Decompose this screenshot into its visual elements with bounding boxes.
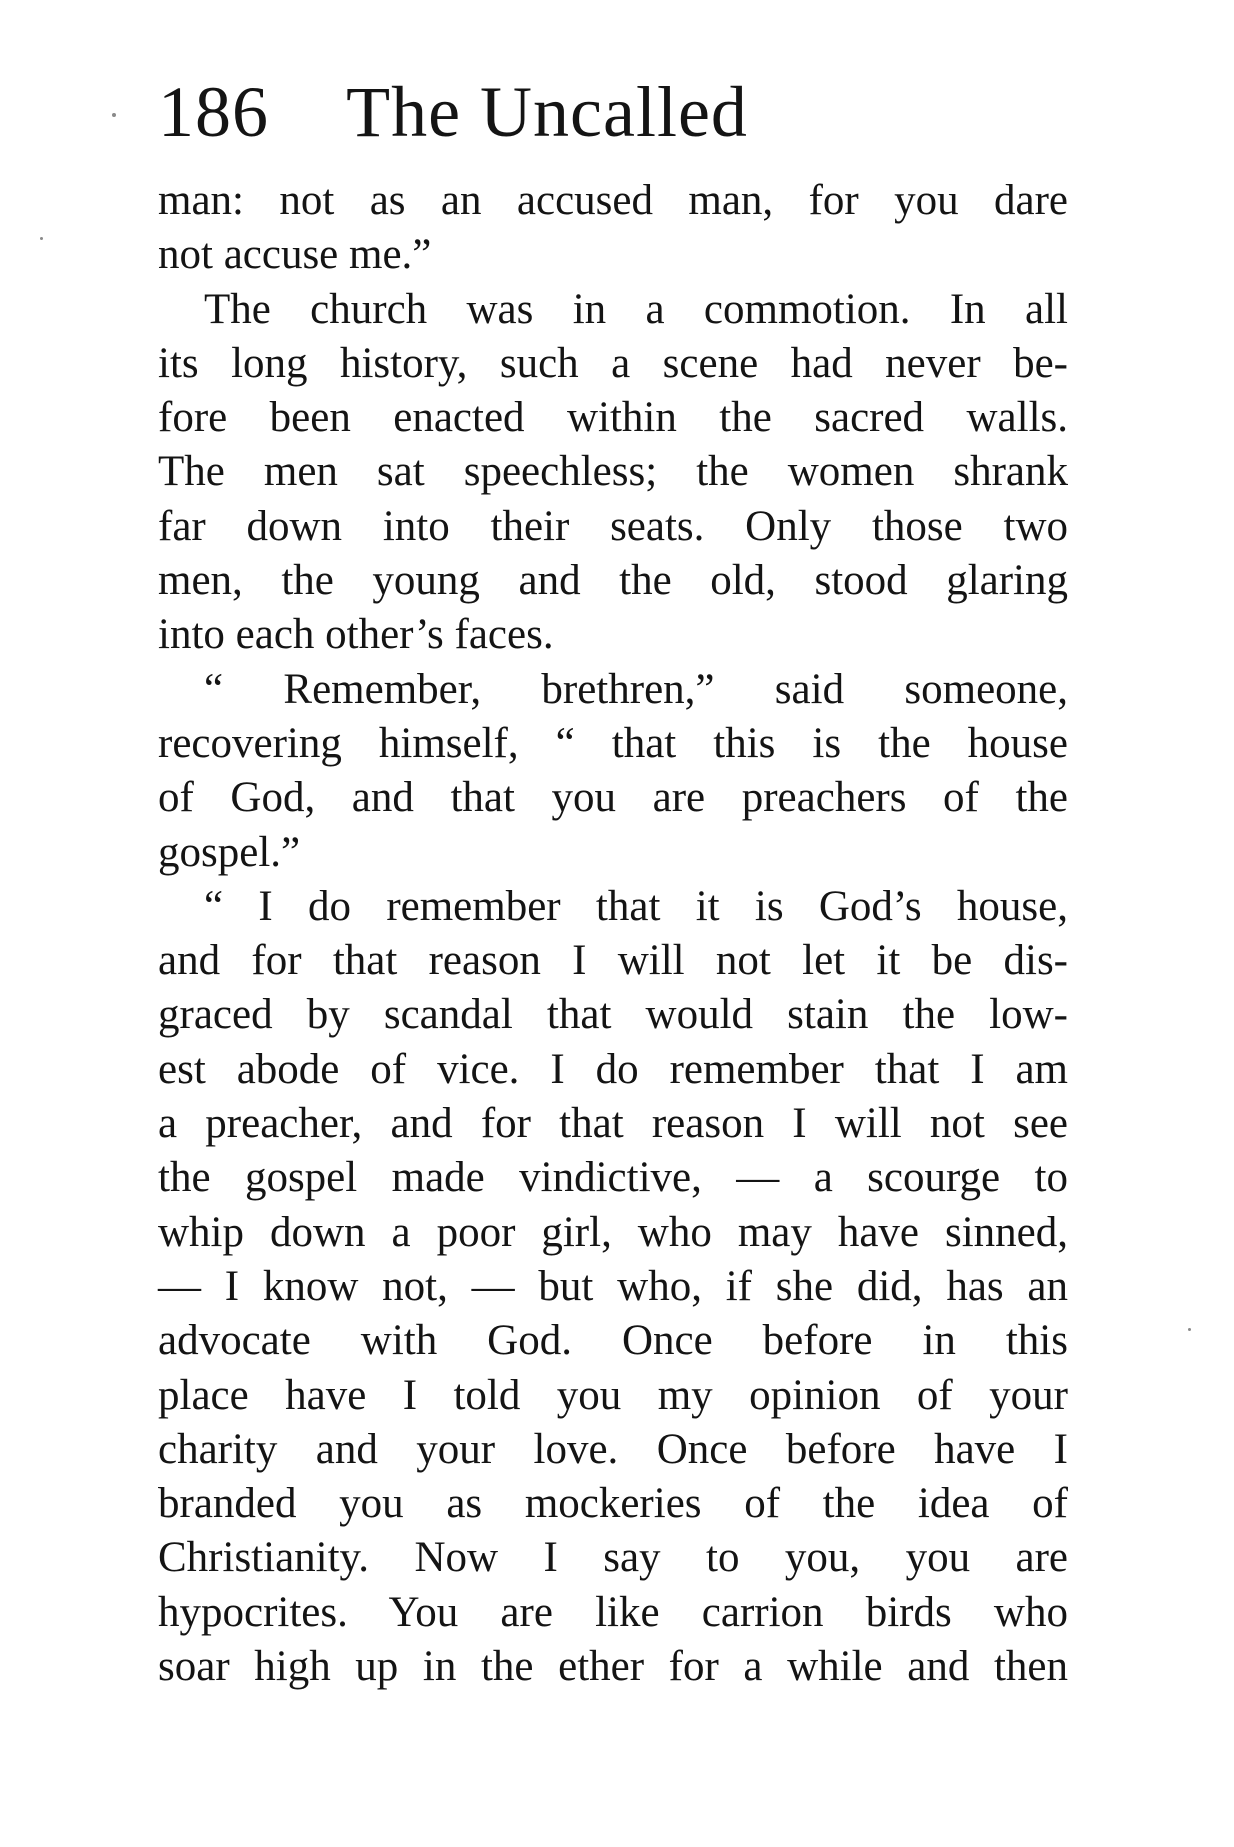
text-line-7: far down into their seats. Only those two [158,502,1068,550]
text-line-18: a preacher, and for that reason I will not see [158,1100,1068,1148]
text-line-16: graced by scandal that would stain the low- [158,991,1068,1039]
text-line-11: recovering himself, “ that this is the house [158,719,1068,767]
scan-speck [40,237,43,240]
running-head [158,72,1058,152]
page-number: 186 [158,72,269,152]
text-line-21: — I know not, — but who, if she did, has an [158,1262,1068,1310]
scan-speck [1188,1328,1191,1331]
text-line-15: and for that reason I will not let it be dis- [158,937,1068,985]
body-text [158,174,1068,1694]
text-line-20: whip down a poor girl, who may have sinned, [158,1208,1068,1256]
text-line-3: The church was in a commotion. In all [204,285,1068,333]
text-line-22: advocate with God. Once before in this [158,1317,1068,1365]
text-line-19: the gospel made vindictive, — a scourge to [158,1154,1068,1202]
text-line-9: into each other’s faces. [158,611,554,659]
scan-speck [112,113,116,117]
text-line-1: man: not as an accused man, for you dare [158,177,1068,224]
text-line-17: est abode of vice. I do remember that I am [158,1045,1068,1093]
text-line-12: of God, and that you are preachers of the [158,774,1068,822]
text-line-24: charity and your love. Once before have I [158,1425,1068,1473]
text-line-14: “ I do remember that it is God’s house, [204,882,1068,930]
text-line-26: Christianity. Now I say to you, you are [158,1534,1068,1582]
text-line-5: fore been enacted within the sacred walls. [158,394,1068,442]
text-line-28: soar high up in the ether for a while and then [158,1643,1068,1691]
text-line-4: its long history, such a scene had never be- [158,339,1068,387]
text-line-13: gospel.” [158,828,301,876]
book-title: The Uncalled [346,72,748,152]
text-line-25: branded you as mockeries of the idea of [158,1480,1068,1528]
text-line-23: place have I told you my opinion of your [158,1371,1068,1419]
text-line-6: The men sat speechless; the women shrank [158,448,1068,496]
text-line-27: hypocrites. You are like carrion birds who [158,1588,1068,1636]
text-line-8: men, the young and the old, stood glaring [158,557,1068,605]
text-line-2: not accuse me.” [158,231,432,279]
text-line-10: “ Remember, brethren,” said someone, [204,665,1068,713]
